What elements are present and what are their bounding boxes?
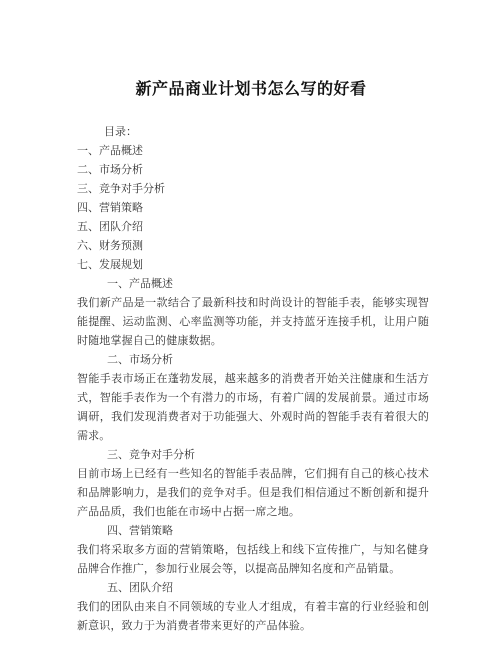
document-title: 新产品商业计划书怎么写的好看 [135, 79, 367, 98]
toc-heading: 目录： [104, 125, 137, 138]
toc-item: 四、营销策略 [77, 201, 143, 214]
section-paragraph: 我们将采取多方面的营销策略，包括线上和线下宣传推广，与知名健身品牌合作推广，参加行业展会等，以提高品牌知名度和产品销量。 [77, 543, 429, 575]
section-heading: 三、竞争对手分析 [107, 448, 195, 461]
toc-item: 一、产品概述 [77, 144, 143, 157]
section-paragraph: 我们新产品是一款结合了最新科技和时尚设计的智能手表，能够实现智能提醒、运动监测、心率监测等功能，并支持蓝牙连接手机，让用户随时随地掌握自己的健康数据。 [77, 296, 429, 347]
section-paragraph: 智能手表市场正在蓬勃发展，越来越多的消费者开始关注健康和生活方式，智能手表作为一个有潜力的市场，有着广阔的发展前景。通过市场调研，我们发现消费者对于功能强大、外观时尚的智能手表有着很大的需求。 [77, 372, 429, 442]
toc-item: 七、发展规划 [77, 258, 143, 271]
toc-item: 三、竞争对手分析 [77, 182, 165, 195]
section-heading: 五、团队介绍 [107, 581, 173, 594]
toc-item: 六、财务预测 [77, 239, 143, 252]
section-paragraph: 我们的团队由来自不同领域的专业人才组成，有着丰富的行业经验和创新意识，致力于为消费者带来更好的产品体验。 [77, 600, 429, 632]
toc-item: 二、市场分析 [77, 163, 143, 176]
document-body [77, 122, 429, 635]
section-paragraph: 目前市场上已经有一些知名的智能手表品牌，它们拥有自己的核心技术和品牌影响力，是我们的竞争对手。但是我们相信通过不断创新和提升产品品质，我们也能在市场中占据一席之地。 [77, 467, 429, 518]
section-heading: 二、市场分析 [107, 353, 173, 366]
toc-item: 五、团队介绍 [77, 220, 143, 233]
section-heading: 四、营销策略 [107, 524, 173, 537]
section-heading: 一、产品概述 [107, 277, 173, 290]
